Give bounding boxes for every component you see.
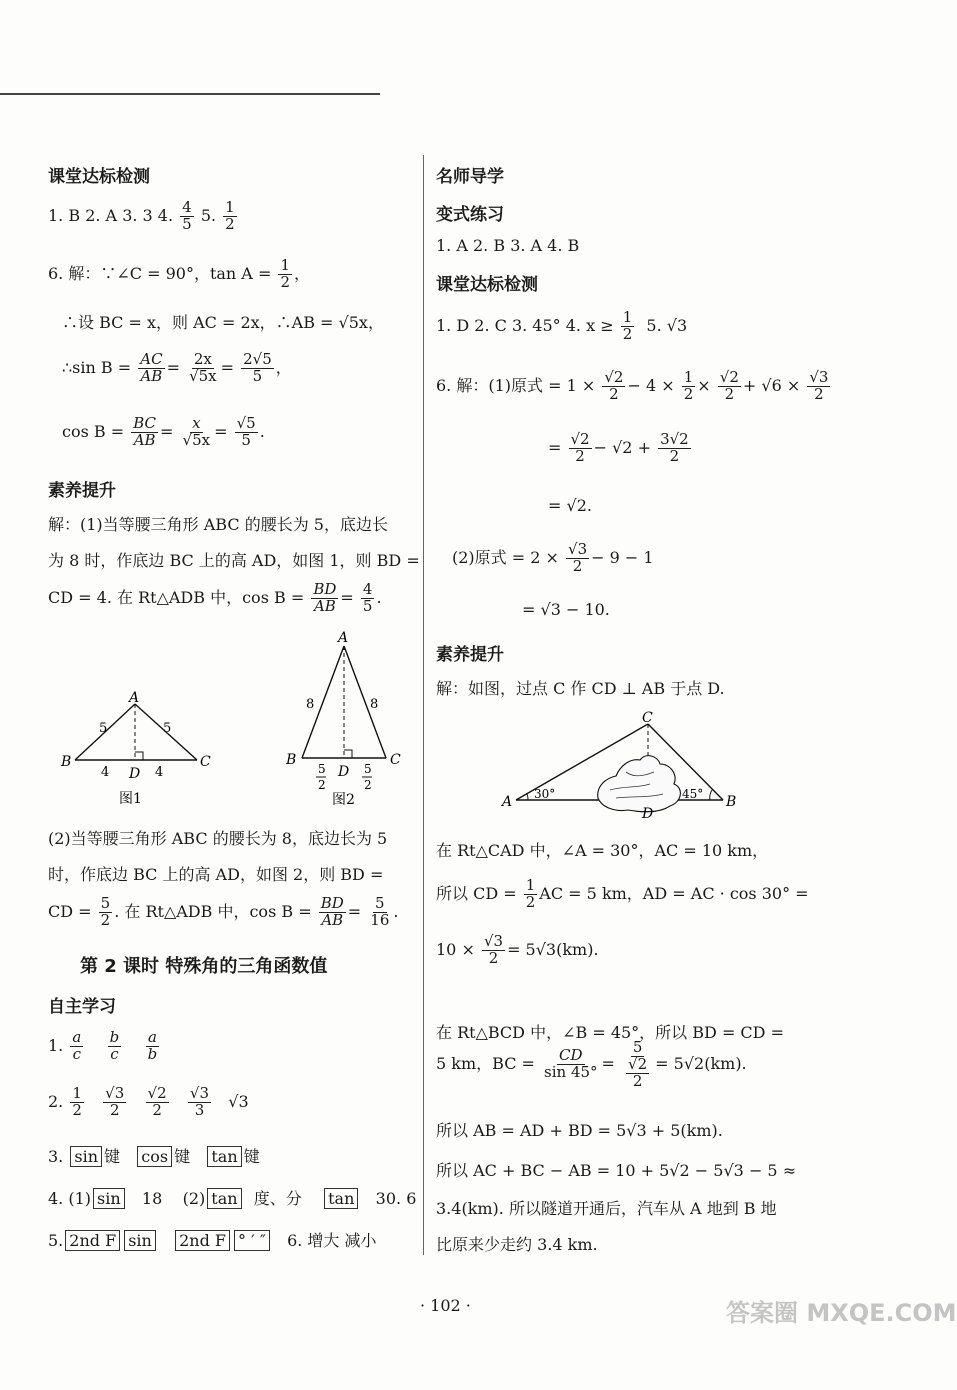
fig2-caption: 图2 <box>332 792 355 808</box>
zizhu-3: 3. sin 键 cos 键 tan 键 <box>48 1147 260 1166</box>
suyang-line8: 所以 AC + BC − AB = 10 + 5√2 − 5√3 − 5 ≈ <box>436 1161 797 1180</box>
p2-line3: CD = $\frac{5}{2}$ . 在 Rt△ADB 中，cos B = $\frac{BD}{AB}$ = $\frac{5}{16}$ . <box>48 894 399 929</box>
heading-ketang-right: 课堂达标检测 <box>436 275 538 295</box>
q6-line2: ∴设 BC = x，则 AC = 2x，∴AB = √5x， <box>62 313 384 332</box>
svg-text:5: 5 <box>163 721 172 736</box>
svg-text:A: A <box>129 690 140 706</box>
svg-text:C: C <box>200 754 211 770</box>
p2-line2: 时，作底边 BC 上的高 AD，如图 2，则 BD = <box>48 865 384 884</box>
svg-text:D: D <box>338 764 350 780</box>
svg-text:B: B <box>726 794 737 810</box>
p2-line1: (2)当等腰三角形 ABC 的腰长为 8，底边长为 5 <box>48 829 388 848</box>
heading-bianshi: 变式练习 <box>436 205 504 225</box>
p1-line1: 解：(1)当等腰三角形 ABC 的腰长为 5，底边长 <box>48 515 388 534</box>
q6r-line1: 6. 解：(1)原式 = 1 × $\frac{√2}{2}$ − 4 × $\frac{1}{2}$ × $\frac{√2}{2}$ + √6 × $\frac{√3}{2}$ <box>436 368 829 403</box>
bianshi-answers: 1. A 2. B 3. A 4. B <box>436 236 580 255</box>
suyang-line9: 3.4(km). 所以隧道开通后，汽车从 A 地到 B 地 <box>436 1199 777 1218</box>
page-number: · 102 · <box>420 1296 471 1315</box>
svg-text:C: C <box>390 752 401 768</box>
suyang-line3: 所以 CD = $\frac{1}{2}$ AC = 5 km，AD = AC · cos 30° = <box>436 876 809 911</box>
suyang-line7: 所以 AB = AD + BD = 5√3 + 5(km). <box>436 1121 723 1140</box>
svg-text:45°: 45° <box>682 787 704 801</box>
svg-text:D: D <box>642 806 654 822</box>
svg-text:5: 5 <box>318 762 326 776</box>
answers-1-5: 1. B 2. A 3. 3 4. $\frac{4}{5}$ 5. $\frac{1}{2}$ <box>48 198 235 233</box>
p1-line3: CD = 4. 在 Rt△ADB 中，cos B = $\frac{BD}{AB}$ = $\frac{4}{5}$ . <box>48 580 382 615</box>
svg-text:2: 2 <box>364 778 372 792</box>
svg-text:D: D <box>129 766 141 782</box>
svg-text:2: 2 <box>318 778 326 792</box>
suyang-line4: 10 × $\frac{√3}{2}$ = 5√3(km). <box>436 932 599 967</box>
svg-text:8: 8 <box>370 697 379 712</box>
heading-suyang-right: 素养提升 <box>436 645 504 665</box>
ketang-answers: 1. D 2. C 3. 45° 4. x ≥ $\frac{1}{2}$ 5. √3 <box>436 308 688 343</box>
tunnel-figure <box>498 706 748 821</box>
svg-text:A: A <box>502 794 513 810</box>
svg-text:8: 8 <box>306 697 315 712</box>
zizhu-2: 2. $\frac{1}{2}$ $\frac{√3}{2}$ $\frac{√2}{2}$ $\frac{√3}{3}$ √3 <box>48 1084 249 1119</box>
suyang-line2: 在 Rt△CAD 中，∠A = 30°，AC = 10 km， <box>436 841 769 860</box>
zizhu-1: 1. $\frac{a}{c}$ $\frac{b}{c}$ $\frac{a}{b}$ <box>48 1028 158 1063</box>
watermark-logo: 答案圈 MXQE.COM <box>726 1299 957 1327</box>
heading-zizhu: 自主学习 <box>48 997 116 1017</box>
svg-text:4: 4 <box>101 765 110 780</box>
zizhu-4: 4. (1) sin 18 (2) tan 度、分 tan 30. 6 <box>48 1189 417 1208</box>
suyang-line5: 在 Rt△BCD 中，∠B = 45°，所以 BD = CD = <box>436 1023 784 1042</box>
lesson-title: 第 2 课时 特殊角的三角函数值 <box>80 956 328 977</box>
p1-line2: 为 8 时，作底边 BC 上的高 AD，如图 1，则 BD = <box>48 551 420 570</box>
column-divider <box>423 155 424 1255</box>
suyang-line6: 5 km，BC = $\frac{CD}{\sin 45^\circ}$ = $\frac{5}{\frac{√2}{2}}$ = 5√2(km). <box>436 1038 747 1090</box>
figure-1 <box>55 690 225 810</box>
figure-2 <box>280 628 420 808</box>
q6-line3: ∴sin B = $\frac{AC}{AB}$ = $\frac{2x}{√5x}$ = $\frac{2√5}{5}$ ， <box>62 350 292 385</box>
suyang-line1: 解：如图，过点 C 作 CD ⊥ AB 于点 D. <box>436 679 725 698</box>
svg-text:4: 4 <box>155 765 164 780</box>
svg-text:5: 5 <box>364 762 372 776</box>
svg-text:B: B <box>61 754 72 770</box>
heading-suyang-left: 素养提升 <box>48 481 116 501</box>
heading-mingshi: 名师导学 <box>436 167 504 187</box>
q6r-line3: = √2. <box>548 496 592 515</box>
q6-line4: cos B = $\frac{BC}{AB}$ = $\frac{x}{√5x}$ = $\frac{√5}{5}$ . <box>62 414 265 449</box>
svg-text:B: B <box>286 752 297 768</box>
svg-text:C: C <box>642 710 653 726</box>
suyang-line10: 比原来少走约 3.4 km. <box>436 1235 598 1254</box>
fig1-caption: 图1 <box>119 791 142 807</box>
svg-text:A: A <box>338 630 349 646</box>
top-rule <box>0 93 380 95</box>
svg-text:5: 5 <box>99 721 108 736</box>
heading-ketang: 课堂达标检测 <box>48 167 150 187</box>
q6r-line2: = $\frac{√2}{2}$ − √2 + $\frac{3√2}{2}$ <box>548 430 689 465</box>
svg-text:30°: 30° <box>534 787 556 801</box>
q6-line1: 6. 解：∵∠C = 90°，tan A = $\frac{1}{2}$ ， <box>48 256 311 291</box>
zizhu-5-6: 5. 2nd F sin 2nd F ° ′ ″ 6. 增大 减小 <box>48 1231 377 1250</box>
q6r-line5: = √3 − 10. <box>522 600 610 619</box>
q6r-line4: (2)原式 = 2 × $\frac{√3}{2}$ − 9 − 1 <box>452 540 654 575</box>
